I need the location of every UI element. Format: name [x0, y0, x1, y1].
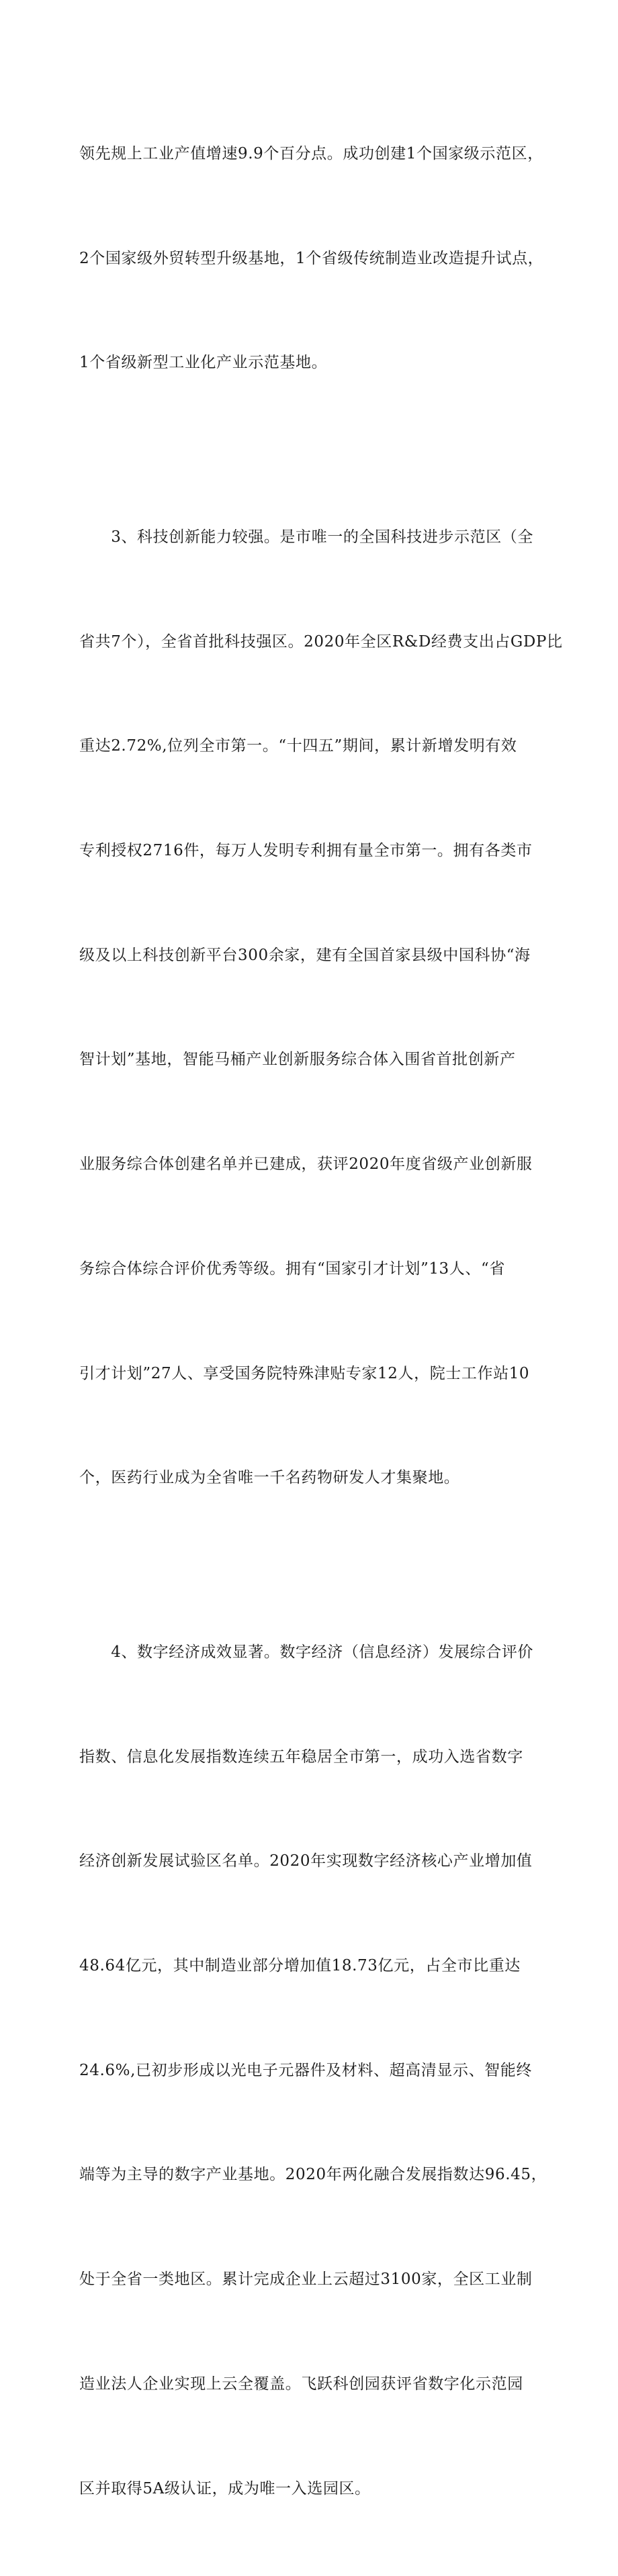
text-line: 智计划”基地，智能马桶产业创新服务综合体入围省首批创新产: [79, 1051, 516, 1069]
text-line: 重达2.72%,位列全市第一。“十四五”期间，累计新增发明有效: [79, 737, 517, 755]
text-line: 3、科技创新能力较强。是市唯一的全国科技进步示范区（全: [79, 528, 534, 546]
text-line: 引才计划”27人、享受国务院特殊津贴专家12人，院士工作站10: [79, 1364, 530, 1382]
text-line: 区并取得5A级认证，成为唯一入选园区。: [79, 2479, 371, 2497]
paragraph-innovation-capacity: [79, 450, 563, 1566]
text-line: 指数、信息化发展指数连续五年稳居全市第一，成功入选省数字: [79, 1748, 523, 1766]
text-line: 24.6%,已初步形成以光电子元器件及材料、超高清显示、智能终: [79, 2061, 532, 2079]
paragraph-industrial-achievements: [79, 67, 549, 450]
text-line: 业服务综合体创建名单并已建成，获评2020年度省级产业创新服: [79, 1155, 533, 1174]
text-line: 领先规上工业产值增速9.9个百分点。成功创建1个国家级示范区，: [79, 144, 543, 162]
text-line: 省共7个），全省首批科技强区。2020年全区R&D经费支出占GDP比: [79, 632, 563, 651]
paragraph-digital-economy: [79, 1566, 549, 2576]
document-body: [79, 67, 563, 2576]
text-line: 4、数字经济成效显著。数字经济（信息经济）发展综合评价: [79, 1643, 534, 1661]
text-line: 1个省级新型工业化产业示范基地。: [79, 354, 328, 372]
text-line: 个，医药行业成为全省唯一千名药物研发人才集聚地。: [79, 1469, 460, 1487]
text-line: 48.64亿元，其中制造业部分增加值18.73亿元，占全市比重达: [79, 1956, 521, 1974]
text-line: 造业法人企业实现上云全覆盖。飞跃科创园获评省数字化示范园: [79, 2375, 523, 2393]
text-line: 级及以上科技创新平台300余家，建有全国首家县级中国科协“海: [79, 946, 531, 964]
text-line: 端等为主导的数字产业基地。2020年两化融合发展指数达96.45，: [79, 2166, 547, 2184]
text-line: 2个国家级外贸转型升级基地，1个省级传统制造业改造提升试点，: [79, 249, 544, 267]
text-line: 处于全省一类地区。累计完成企业上云超过3100家，全区工业制: [79, 2271, 533, 2289]
text-line: 务综合体综合评价优秀等级。拥有“国家引才计划”13人、“省: [79, 1259, 505, 1278]
text-line: 经济创新发展试验区名单。2020年实现数字经济核心产业增加值: [79, 1852, 533, 1870]
text-line: 专利授权2716件，每万人发明专利拥有量全市第一。拥有各类市: [79, 841, 533, 859]
